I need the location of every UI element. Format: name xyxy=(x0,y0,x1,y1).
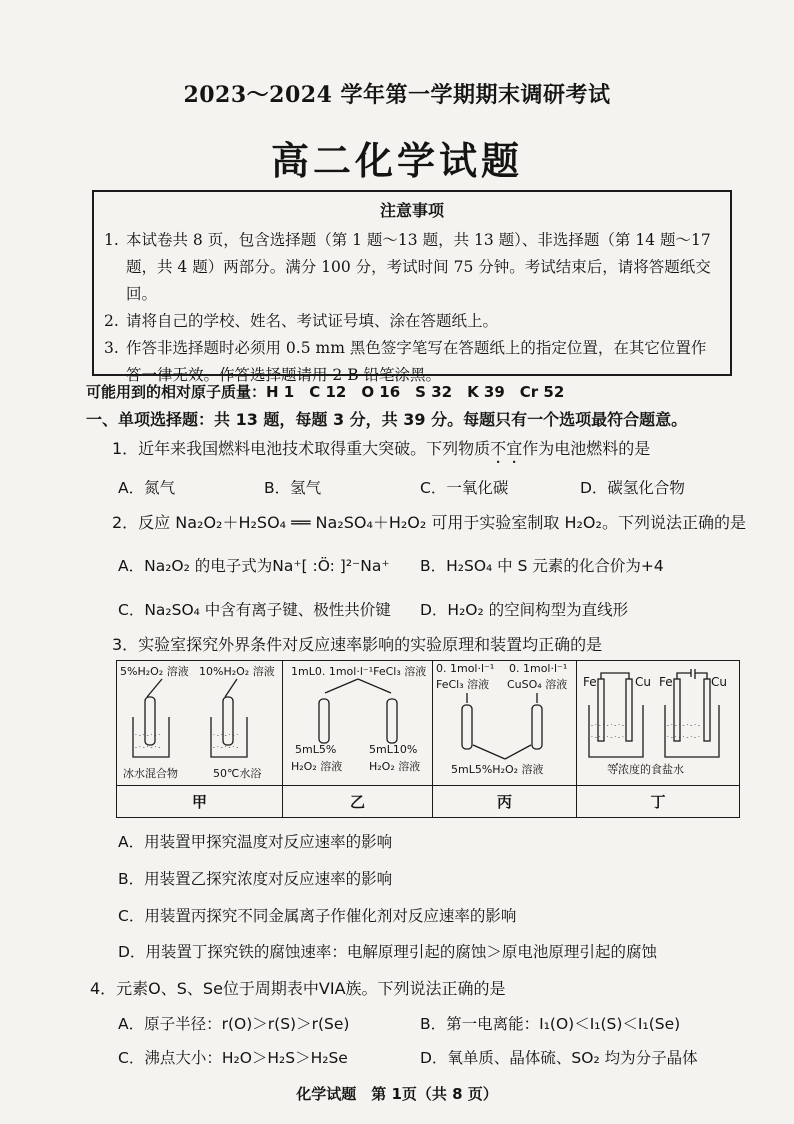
svg-text:- · - · - · - · -: - · - · - · - · - xyxy=(667,722,701,729)
q1-stem-emphasis: 不宜 xyxy=(490,439,523,458)
bing-left-solution: FeCl₃ 溶液 xyxy=(436,678,490,691)
apparatus-jia xyxy=(117,661,283,785)
ding-cu-left: Cu xyxy=(635,675,651,689)
apparatus-bing xyxy=(433,661,577,785)
ding-bottom: 等浓度的食盐水 xyxy=(607,763,684,776)
apparatus-label-jia: 甲 xyxy=(117,785,283,817)
notice-item-text: 本试卷共 8 页，包含选择题（第 1 题～13 题，共 13 题）、非选择题（第 14 题～17 题，共 4 题）两部分。满分 100 分，考试时间 75 分钟。考试结束后，请将答题纸交回。 xyxy=(126,231,711,303)
q2-stem: 2．反应 Na₂O₂＋H₂SO₄ ══ Na₂SO₄＋H₂O₂ 可用于实验室制取 H₂O₂。下列说法正确的是 xyxy=(112,513,746,532)
q4-option-b: B．第一电离能：I₁(O)＜I₁(S)＜I₁(Se) xyxy=(420,1015,681,1033)
q3-option-a: A．用装置甲探究温度对反应速率的影响 xyxy=(118,833,393,851)
jia-bottom-left: 冰水混合物 xyxy=(123,767,178,780)
jia-beakers-drawing xyxy=(117,677,283,765)
ding-cu-right: Cu xyxy=(711,675,727,689)
notice-item-1 xyxy=(104,227,720,308)
bing-bottom: 5mL5%H₂O₂ 溶液 xyxy=(451,763,544,776)
svg-text:· - · - · - ·: · - · - · - · xyxy=(213,732,239,739)
ding-cells-drawing xyxy=(577,669,739,765)
notice-item-2 xyxy=(104,308,720,335)
q1-stem-part-a: 1．近年来我国燃料电池技术取得重大突破。下列物质 xyxy=(112,439,491,458)
apparatus-label-bing: 丙 xyxy=(433,785,577,817)
svg-text:· - · - · - · - ·: · - · - · - · - · xyxy=(591,734,624,741)
q4-option-c: C．沸点大小：H₂O＞H₂S＞H₂Se xyxy=(118,1049,348,1067)
q3-stem: 3．实验室探究外界条件对反应速率影响的实验原理和装置均正确的是 xyxy=(112,635,603,654)
q1-option-d: D．碳氢化合物 xyxy=(580,479,685,497)
atomic-masses: 可能用到的相对原子质量：H 1 C 12 O 16 S 32 K 39 Cr 52 xyxy=(86,383,565,401)
jia-label-left: 5%H₂O₂ 溶液 xyxy=(120,665,189,678)
q2-option-a: A．Na₂O₂ 的电子式为Na⁺[ :Ö: ]²⁻Na⁺ xyxy=(118,557,390,575)
jia-label-right: 10%H₂O₂ 溶液 xyxy=(199,665,275,678)
page-footer: 化学试题 第 1页（共 8 页） xyxy=(296,1085,498,1103)
notice-item-text: 作答非选择题时必须用 0.5 mm 黑色签字笔写在答题纸上的指定位置，在其它位置作答一律无效。作答选择题请用 2 B 铅笔涂黑。 xyxy=(126,339,707,384)
apparatus-yi xyxy=(283,661,433,785)
q4-option-d: D．氧单质、晶体硫、SO₂ 均为分子晶体 xyxy=(420,1049,698,1067)
bing-left-conc: 0. 1mol·l⁻¹ xyxy=(436,662,495,675)
bing-tubes-drawing xyxy=(433,691,577,761)
q1-option-b: B．氢气 xyxy=(264,479,322,497)
svg-text:- · - · - · - · -: - · - · - · - · - xyxy=(591,722,625,729)
yi-tubes-drawing xyxy=(283,675,433,745)
ding-fe-left: Fe xyxy=(583,675,597,689)
svg-text:- · - · - · -: - · - · - · - xyxy=(135,744,161,751)
bing-right-solution: CuSO₄ 溶液 xyxy=(507,678,568,691)
apparatus-label-ding: 丁 xyxy=(577,785,739,817)
q4-stem: 4．元素O、S、Se位于周期表中VIA族。下列说法正确的是 xyxy=(90,979,506,998)
bing-right-conc: 0. 1mol·l⁻¹ xyxy=(509,662,568,675)
exam-title: 2023～2024 学年第一学期期末调研考试 xyxy=(183,82,611,108)
svg-text:· - · - · - ·: · - · - · - · xyxy=(135,732,161,739)
q2-option-b: B．H₂SO₄ 中 S 元素的化合价为+4 xyxy=(420,557,664,575)
yi-left-solution: H₂O₂ 溶液 xyxy=(291,760,343,773)
notice-box xyxy=(92,190,732,384)
q1-option-a: A．氮气 xyxy=(118,479,176,497)
q2-option-d: D．H₂O₂ 的空间构型为直线形 xyxy=(420,601,629,619)
notice-item-number: 3. xyxy=(104,339,119,357)
notice-item-number: 2. xyxy=(104,312,119,330)
q3-option-d: D．用装置丁探究铁的腐蚀速率：电解原理引起的腐蚀＞原电池原理引起的腐蚀 xyxy=(118,943,657,961)
q3-apparatus-table xyxy=(116,660,740,818)
q4-option-a: A．原子半径：r(O)＞r(S)＞r(Se) xyxy=(118,1015,350,1033)
q1-stem-part-b: 作为电池燃料的是 xyxy=(522,439,651,458)
svg-text:- · - · - · -: - · - · - · - xyxy=(213,744,239,751)
q3-option-c: C．用装置丙探究不同金属离子作催化剂对反应速率的影响 xyxy=(118,907,517,925)
yi-left-volume: 5mL5% xyxy=(295,743,337,756)
notice-item-text: 请将自己的学校、姓名、考试证号填、涂在答题纸上。 xyxy=(126,312,499,330)
yi-label-top: 1mL0. 1mol·l⁻¹FeCl₃ 溶液 xyxy=(291,665,427,678)
ding-fe-right: Fe xyxy=(659,675,673,689)
q1-stem xyxy=(112,436,650,467)
q2-option-c: C．Na₂SO₄ 中含有离子键、极性共价键 xyxy=(118,601,391,619)
q1-option-c: C．一氧化碳 xyxy=(420,479,509,497)
q3-option-b: B．用装置乙探究浓度对反应速率的影响 xyxy=(118,870,393,888)
yi-right-volume: 5mL10% xyxy=(369,743,418,756)
notice-title: 注意事项 xyxy=(379,201,444,220)
jia-bottom-right: 50℃水浴 xyxy=(213,767,262,780)
section-title: 一、单项选择题：共 13 题，每题 3 分，共 39 分。每题只有一个选项最符合题意。 xyxy=(86,410,688,429)
main-title: 高二化学试题 xyxy=(270,138,523,183)
apparatus-label-yi: 乙 xyxy=(283,785,433,817)
yi-right-solution: H₂O₂ 溶液 xyxy=(369,760,421,773)
apparatus-ding xyxy=(577,661,739,785)
notice-item-number: 1. xyxy=(104,231,119,249)
svg-text:· - · - · - · - ·: · - · - · - · - · xyxy=(667,734,700,741)
